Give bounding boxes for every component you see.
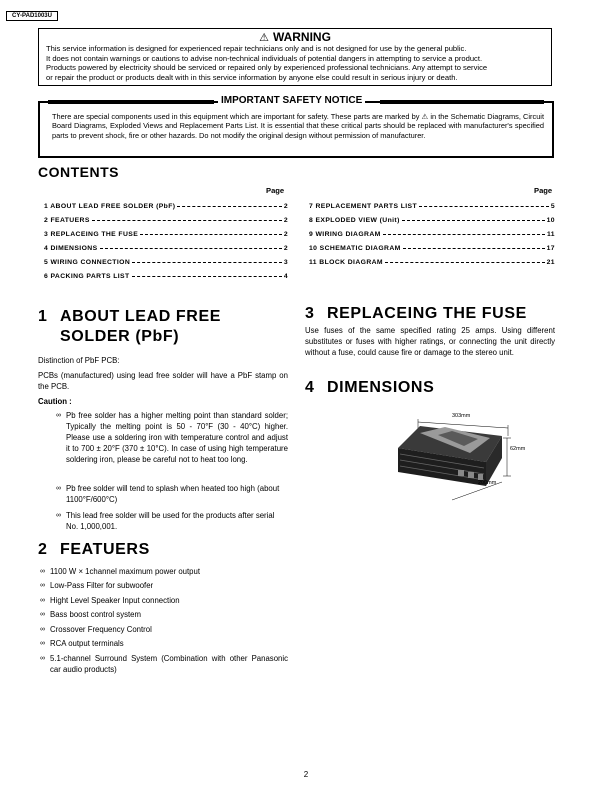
feature-text: Hight Level Speaker Input connection bbox=[50, 596, 180, 605]
caution-bullet-text: Pb free solder will tend to splash when heated too high (about 1100°F/600°C) bbox=[66, 484, 280, 504]
safety-notice-box bbox=[38, 95, 554, 158]
section1-heading bbox=[38, 307, 298, 347]
feature-item bbox=[40, 653, 288, 675]
caution-bullet bbox=[56, 510, 288, 532]
caution-label: Caution : bbox=[38, 397, 72, 406]
feature-text: RCA output terminals bbox=[50, 639, 124, 648]
notice-bar-left bbox=[48, 100, 214, 104]
toc-label: 7 REPLACEMENT PARTS LIST bbox=[309, 202, 418, 210]
toc-leader bbox=[402, 220, 545, 221]
toc-entry[interactable] bbox=[309, 257, 555, 267]
toc-page: 11 bbox=[547, 230, 555, 238]
bullet-mark-icon: ∞ bbox=[40, 611, 45, 618]
toc-label: 2 FEATUERS bbox=[44, 216, 90, 224]
warning-line: or repair the product or products dealt with in this service information by anyone else could result in serious injury or death. bbox=[46, 73, 458, 83]
toc-page: 5 bbox=[550, 202, 555, 210]
feature-item bbox=[40, 624, 288, 635]
feature-text: Bass boost control system bbox=[50, 610, 142, 619]
toc-label: 4 DIMENSIONS bbox=[44, 244, 98, 252]
pbf-distinction: Distinction of PbF PCB: bbox=[38, 356, 120, 365]
toc-leader bbox=[132, 262, 282, 263]
toc-entry[interactable] bbox=[309, 229, 555, 239]
bullet-mark-icon: ∞ bbox=[40, 597, 45, 604]
feature-item bbox=[40, 609, 288, 620]
caution-bullet bbox=[56, 410, 288, 465]
toc-page: 21 bbox=[546, 258, 555, 266]
bullet-mark-icon: ∞ bbox=[56, 485, 61, 492]
fuse-text: Use fuses of the same specified rating 25 amps. Using different substitutes or fuses with higher ratings, or connecting the unit directly without a fuse, could cause fire or damage to the stereo unit. bbox=[305, 326, 555, 357]
bullet-mark-icon: ∞ bbox=[40, 626, 45, 633]
section1-title-line1: ABOUT LEAD FREE bbox=[60, 308, 221, 325]
warning-title-text: WARNING bbox=[272, 30, 331, 44]
safety-notice-title: IMPORTANT SAFETY NOTICE bbox=[218, 95, 365, 106]
safety-notice-text: There are special components used in this equipment which are important for safety. These parts are marked by ⚠ in the Schematic Diagrams, Circuit Board Diagrams, Exploded Views and Replacement Parts List. It is essential that these critical parts should be replaced with manufacturer's specified parts to prevent shock, fire or other hazards. Do not modify the original design without permission of manufacturer. bbox=[52, 112, 544, 140]
toc-entry[interactable] bbox=[309, 201, 555, 211]
caution-bullet-text: This lead free solder will be used for the products after serial No. 1,000,001. bbox=[66, 511, 275, 531]
toc-page: 2 bbox=[283, 216, 288, 224]
toc-label: 5 WIRING CONNECTION bbox=[44, 258, 131, 266]
toc-entry[interactable] bbox=[44, 201, 288, 211]
amplifier-illustration bbox=[390, 408, 540, 518]
dimension-depth-label: 200mm bbox=[478, 480, 497, 486]
section4-title: DIMENSIONS bbox=[327, 379, 435, 396]
toc-leader bbox=[385, 262, 545, 263]
page-number: 2 bbox=[303, 770, 309, 779]
section-number: 2 bbox=[38, 541, 48, 558]
toc-label: 1 ABOUT LEAD FREE SOLDER (PbF) bbox=[44, 202, 176, 210]
toc-page: 4 bbox=[283, 272, 288, 280]
toc-leader bbox=[132, 276, 282, 277]
toc-label: 10 SCHEMATIC DIAGRAM bbox=[309, 244, 401, 252]
warning-line: This service information is designed for experienced repair technicians only and is not designed for use by the general public. bbox=[46, 44, 467, 53]
toc-entry[interactable] bbox=[309, 243, 555, 253]
toc-leader bbox=[140, 234, 282, 235]
toc-entry[interactable] bbox=[44, 215, 288, 225]
toc-leader bbox=[92, 220, 282, 221]
toc-page: 17 bbox=[546, 244, 555, 252]
bullet-mark-icon: ∞ bbox=[40, 582, 45, 589]
contents-page-label-right: Page bbox=[534, 186, 553, 195]
toc-entry[interactable] bbox=[44, 229, 288, 239]
feature-text: 1100 W × 1channel maximum power output bbox=[50, 567, 201, 576]
feature-item bbox=[40, 638, 288, 649]
section2-title: FEATUERS bbox=[60, 541, 150, 558]
section-number: 3 bbox=[305, 305, 315, 322]
section3-title: REPLACEING THE FUSE bbox=[327, 305, 527, 322]
toc-entry[interactable] bbox=[44, 271, 288, 281]
section-number: 1 bbox=[38, 308, 48, 325]
pbf-pcb-text: PCBs (manufactured) using lead free solder will have a PbF stamp on the PCB. bbox=[38, 371, 288, 391]
toc-page: 2 bbox=[283, 230, 288, 238]
bullet-mark-icon: ∞ bbox=[40, 655, 45, 662]
toc-leader bbox=[100, 248, 282, 249]
bullet-mark-icon: ∞ bbox=[56, 412, 61, 419]
warning-line: Products powered by electricity should be serviced or repaired only by experienced professional technicians. Any attempt to service bbox=[46, 63, 488, 73]
section4-heading bbox=[305, 378, 434, 398]
bullet-mark-icon: ∞ bbox=[40, 640, 45, 647]
toc-leader bbox=[383, 234, 545, 235]
toc-leader bbox=[419, 206, 549, 207]
amplifier-dimension-drawing bbox=[390, 408, 540, 518]
toc-leader bbox=[403, 248, 545, 249]
toc-page: 2 bbox=[283, 202, 288, 210]
caution-bullet bbox=[56, 483, 288, 505]
toc-label: 3 REPLACEING THE FUSE bbox=[44, 230, 139, 238]
warning-title bbox=[39, 30, 551, 44]
warning-text bbox=[46, 44, 545, 83]
feature-item bbox=[40, 595, 288, 606]
toc-leader bbox=[177, 206, 281, 207]
contents-heading: CONTENTS bbox=[38, 164, 119, 180]
bullet-mark-icon: ∞ bbox=[40, 568, 45, 575]
toc-entry[interactable] bbox=[44, 243, 288, 253]
warning-box bbox=[38, 28, 552, 86]
model-tag: CY-PAD1003U bbox=[6, 11, 58, 21]
dimension-width-label: 303mm bbox=[452, 413, 471, 419]
toc-entry[interactable] bbox=[44, 257, 288, 267]
toc-label: 6 PACKING PARTS LIST bbox=[44, 272, 130, 280]
toc-label: 8 EXPLODED VIEW (Unit) bbox=[309, 216, 400, 224]
section1-title-line2: SOLDER (PbF) bbox=[60, 328, 180, 345]
bullet-mark-icon: ∞ bbox=[56, 512, 61, 519]
section-number: 4 bbox=[305, 379, 315, 396]
warning-triangle-icon: ⚠ bbox=[259, 32, 269, 44]
warning-line: It does not contain warnings or cautions to advise non-technical individuals of potential dangers in attempting to service a product. bbox=[46, 53, 483, 63]
feature-text: 5.1-channel Surround System (Combination with other Panasonic car audio products) bbox=[50, 654, 288, 674]
toc-page: 2 bbox=[283, 244, 288, 252]
toc-page: 3 bbox=[283, 258, 288, 266]
section3-heading bbox=[305, 304, 527, 324]
feature-text: Low-Pass Filter for subwoofer bbox=[50, 581, 154, 590]
feature-item bbox=[40, 580, 288, 591]
toc-page: 10 bbox=[546, 216, 555, 224]
toc-entry[interactable] bbox=[309, 215, 555, 225]
toc-label: 11 BLOCK DIAGRAM bbox=[309, 258, 383, 266]
feature-text: Crossover Frequency Control bbox=[50, 625, 152, 634]
notice-bar-right bbox=[380, 100, 544, 104]
toc-label: 9 WIRING DIAGRAM bbox=[309, 230, 381, 238]
feature-item bbox=[40, 566, 288, 577]
section2-heading bbox=[38, 540, 150, 560]
dimension-height-label: 62mm bbox=[510, 446, 526, 452]
caution-bullet-text: Pb free solder has a higher melting point than standard solder; Typically the melting point is 50 - 70°F (30 - 40°C) higher. Please use a soldering iron with temperature control and adjust it to 700 ± 20°F (370 ± 10°C). In case of using high temperature soldering iron, please be careful not to heat too long. bbox=[66, 411, 288, 464]
contents-page-label-left: Page bbox=[266, 186, 285, 195]
